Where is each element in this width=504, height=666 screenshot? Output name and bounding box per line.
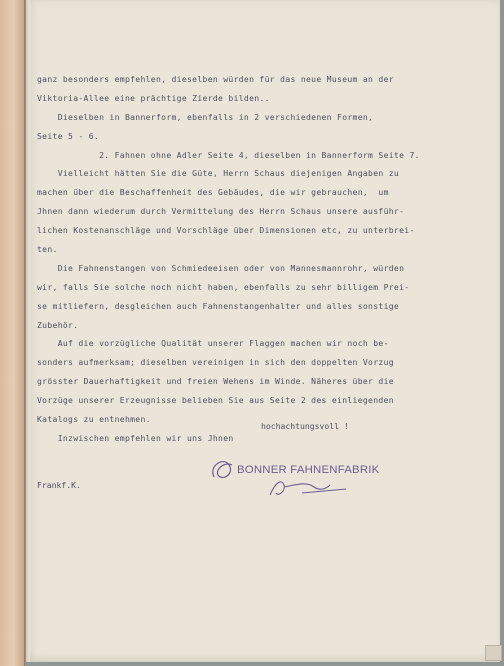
letter-line: se mitliefern, desgleichen auch Fahnenstangenhalter und alles sonstige	[37, 300, 400, 311]
sender-initials: Frankf.K.	[37, 480, 81, 490]
signature-block	[206, 451, 456, 511]
letter-line: lichen Kostenanschläge und Vorschläge über Dimensionen etc, zu unterbrei-	[37, 225, 415, 236]
letter-line: Auf die vorzügliche Qualität unserer Flaggen machen wir noch be-	[37, 338, 389, 349]
letter-line: Seite 5 - 6.	[37, 130, 100, 141]
letter-line: Vielleicht hätten Sie die Güte, Herrn Schaus diejenigen Angaben zu	[37, 168, 400, 179]
letter-line: Dieselben in Bannerform, ebenfalls in 2 verschiedenen Formen,	[37, 111, 374, 122]
letter-line: ganz besonders empfehlen, dieselben würden für das neue Museum an der	[37, 74, 394, 84]
letter-line: Viktoria-Allee eine prächtige Zierde bilden..	[37, 92, 270, 103]
letter-line: Die Fahnenstangen von Schmiedeeisen oder von Mannesmannrohr, würden	[37, 262, 405, 273]
letter-line: Inzwischen empfehlen wir uns Jhnen	[37, 432, 234, 443]
letter-line: Zubehör.	[37, 319, 79, 330]
letter-body	[37, 70, 457, 448]
underlying-page-edge	[0, 0, 25, 666]
letter-line: grösster Dauerhaftigkeit und freien Wehens im Winde. Näheres über die	[37, 376, 394, 387]
letter-line: wir, falls Sie solche noch nicht haben, ebenfalls zu sehr billigem Prei-	[37, 281, 410, 292]
letter-line: 2. Fahnen ohne Adler Seite 4, dieselben in Bannerform Seite 7.	[37, 149, 420, 160]
letter-line: ten.	[37, 244, 58, 255]
letter-line: Vorzüge unserer Erzeugnisse belieben Sie aus Seite 2 des einliegenden	[37, 395, 394, 406]
handwritten-signature	[206, 451, 456, 511]
letter-line: machen über die Beschaffenheit des Gebäudes, die wir gebrauchen, um	[37, 187, 389, 198]
company-stamp: BONNER FAHNENFABRIK	[237, 464, 380, 476]
letter-line: Jhnen dann wiederum durch Vermittelung des Herrn Schaus unsere ausführ-	[37, 206, 405, 217]
page-corner-tab	[485, 645, 502, 661]
closing-phrase: hochachtungsvoll !	[261, 421, 349, 431]
letter-line: sonders aufmerksam; dieselben vereinigen in sich den doppelten Vorzug	[37, 357, 394, 368]
page-binding-shadow	[26, 0, 30, 662]
letter-line: Katalogs zu entnehmen.	[37, 414, 151, 425]
